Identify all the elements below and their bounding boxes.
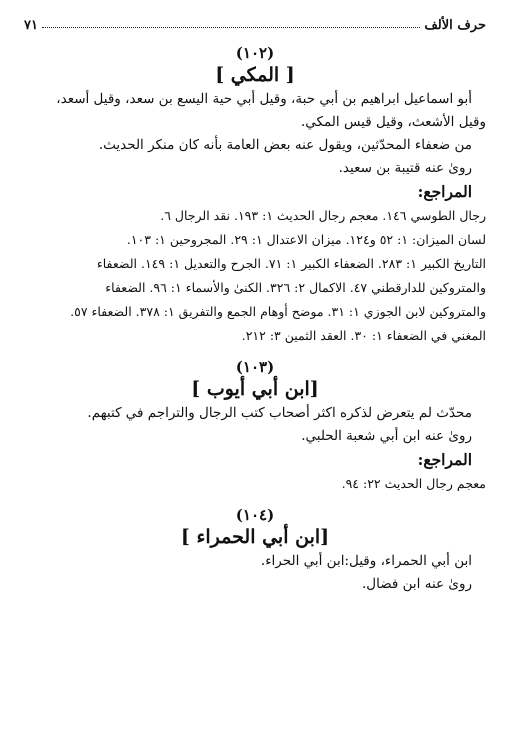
references-heading: المراجع: bbox=[417, 182, 472, 201]
entry-body-line: وقيل الأشعث، وقيل قيس المكي. bbox=[301, 114, 486, 130]
entry-body-line: أبو اسماعيل ابراهيم بن أبي حبة، وقيل أبي حية اليسع بن سعد، وقيل أسعد، bbox=[56, 91, 472, 107]
entry-body-line: محدّث لم يتعرض لذكره اكثر أصحاب كتب الرجال والتراجم في كتبهم. bbox=[87, 405, 472, 421]
running-head bbox=[24, 0, 486, 36]
reference-line: التاريخ الكبير ١: ٢٨٣. الضعفاء الكبير ١: ٧١. الجرح والتعديل ١: ١٤٩. الضعفاء bbox=[96, 256, 486, 271]
entry-body-line: ابن أبي الحمراء، وقيل:ابن أبي الحراء. bbox=[260, 553, 472, 569]
page-number: ٧١ bbox=[24, 17, 38, 33]
entry-102 bbox=[24, 44, 486, 348]
reference-line: رجال الطوسي ١٤٦. معجم رجال الحديث ١: ١٩٣. نقد الرجال ٦. bbox=[160, 208, 486, 223]
entry-title: [ابن أبي أيوب ] bbox=[191, 378, 319, 400]
entry-body-line: روىٰ عنه ابن فضال. bbox=[361, 576, 472, 592]
reference-line: لسان الميزان: ١: ٥٢ و١٢٤. ميزان الاعتدال ١: ٢٩. المجروحين ١: ١٠٣. bbox=[126, 232, 486, 247]
entry-body-line: روىٰ عنه قتيبة بن سعيد. bbox=[338, 160, 472, 176]
reference-line: المغني في الضعفاء ١: ٣٠. العقد الثمين ٣: ٢١٢. bbox=[241, 328, 486, 343]
reference-line: والمتروكين لابن الجوزي ١: ٣١. موضح أوهام الجمع والتفريق ١: ٣٧٨. الضعفاء ٥٧. bbox=[70, 304, 486, 319]
dot-leader bbox=[42, 19, 420, 28]
entry-title: [ المكي ] bbox=[215, 64, 295, 86]
reference-line: معجم رجال الحديث ٢٢: ٩٤. bbox=[341, 476, 486, 491]
reference-line: والمتروكين للدارقطني ٤٧. الاكمال ٢: ٣٢٦. الكنىٰ والأسماء ١: ٩٦. الضعفاء bbox=[105, 280, 486, 295]
entry-104 bbox=[24, 506, 486, 596]
references-heading: المراجع: bbox=[417, 450, 472, 469]
entry-number: (١٠٣) bbox=[235, 358, 275, 376]
entry-103 bbox=[24, 358, 486, 496]
entry-number: (١٠٤) bbox=[235, 506, 275, 524]
entry-number: (١٠٢) bbox=[235, 44, 275, 62]
running-head-title: حرف الألف bbox=[424, 17, 486, 33]
entry-body-line: من ضعفاء المحدّثين، ويقول عنه بعض العامة بأنه كان منكر الحديث. bbox=[98, 137, 472, 153]
entry-title: [ابن أبي الحمراء ] bbox=[180, 526, 330, 548]
entry-body-line: روىٰ عنه ابن أبي شعبة الحلبي. bbox=[301, 428, 472, 444]
